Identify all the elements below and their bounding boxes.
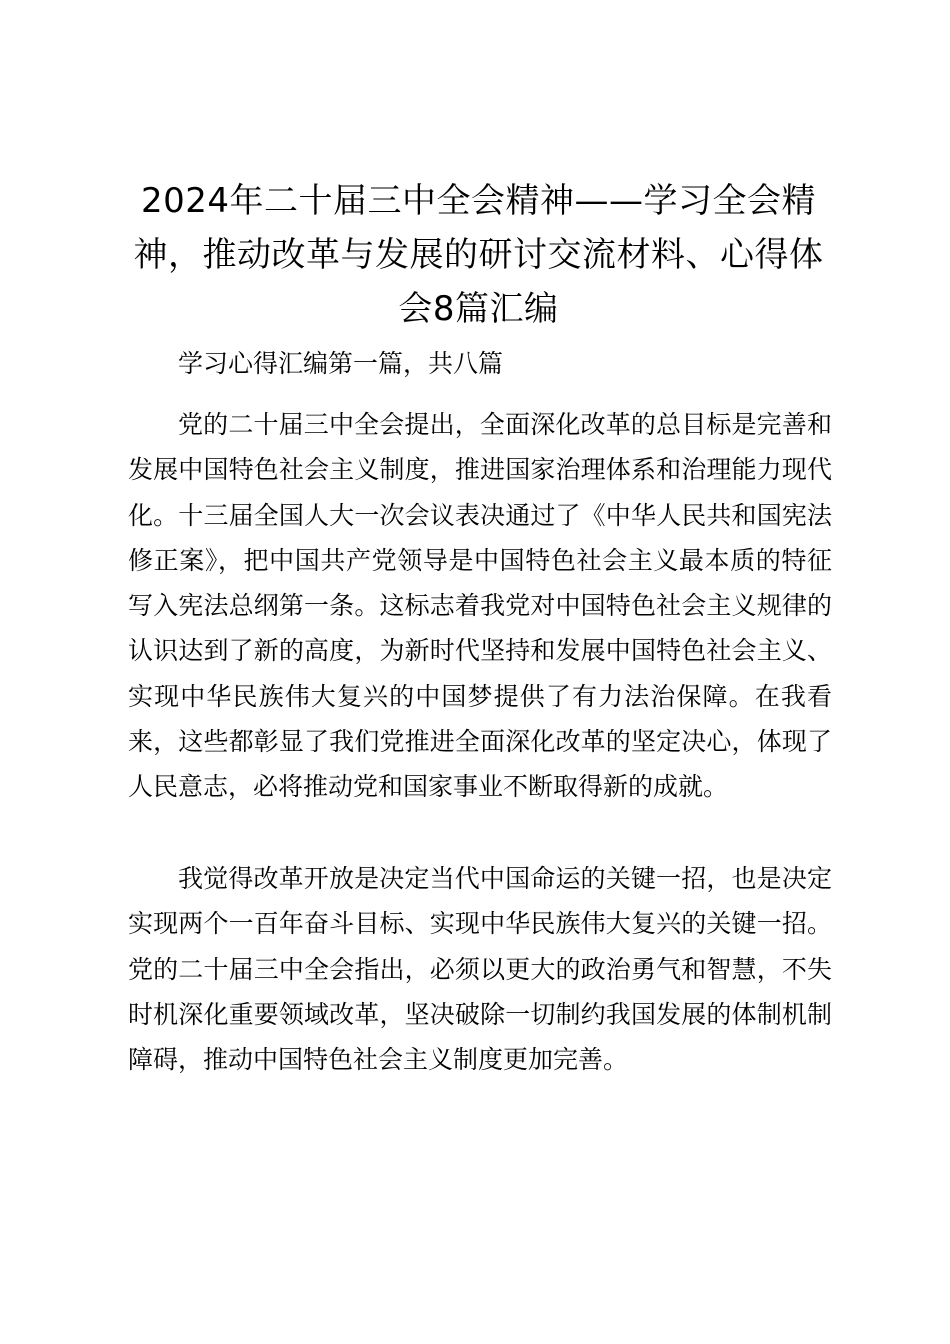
document-title: 2024年二十届三中全会精神——学习全会精神，推动改革与发展的研讨交流材料、心得体会8篇汇编 [133,181,824,329]
document-subtitle: 学习心得汇编第一篇，共八篇 [178,349,504,378]
body-paragraph: 党的二十届三中全会提出，全面深化改革的总目标是完善和发展中国特色社会主义制度，推进国家治理体系和治理能力现代化。十三届全国人大一次会议表决通过了《中华人民共和国宪法修正案》，把中国共产党领导是中国特色社会主义最本质的特征写入宪法总纲第一条。这标志着我党对中国特色社会主义规律的认识达到了新的高度，为新时代坚持和发展中国特色社会主义、实现中华民族伟大复兴的中国梦提供了有力法治保障。在我看来，这些都彰显了我们党推进全面深化改革的坚定决心，体现了人民意志，必将推动党和国家事业不断取得新的成就。 [128,410,832,802]
body-paragraph: 我觉得改革开放是决定当代中国命运的关键一招，也是决定实现两个一百年奋斗目标、实现中华民族伟大复兴的关键一招。党的二十届三中全会指出，必须以更大的政治勇气和智慧，不失时机深化重要领域改革，坚决破除一切制约我国发展的体制机制障碍，推动中国特色社会主义制度更加完善。 [128,864,832,1075]
